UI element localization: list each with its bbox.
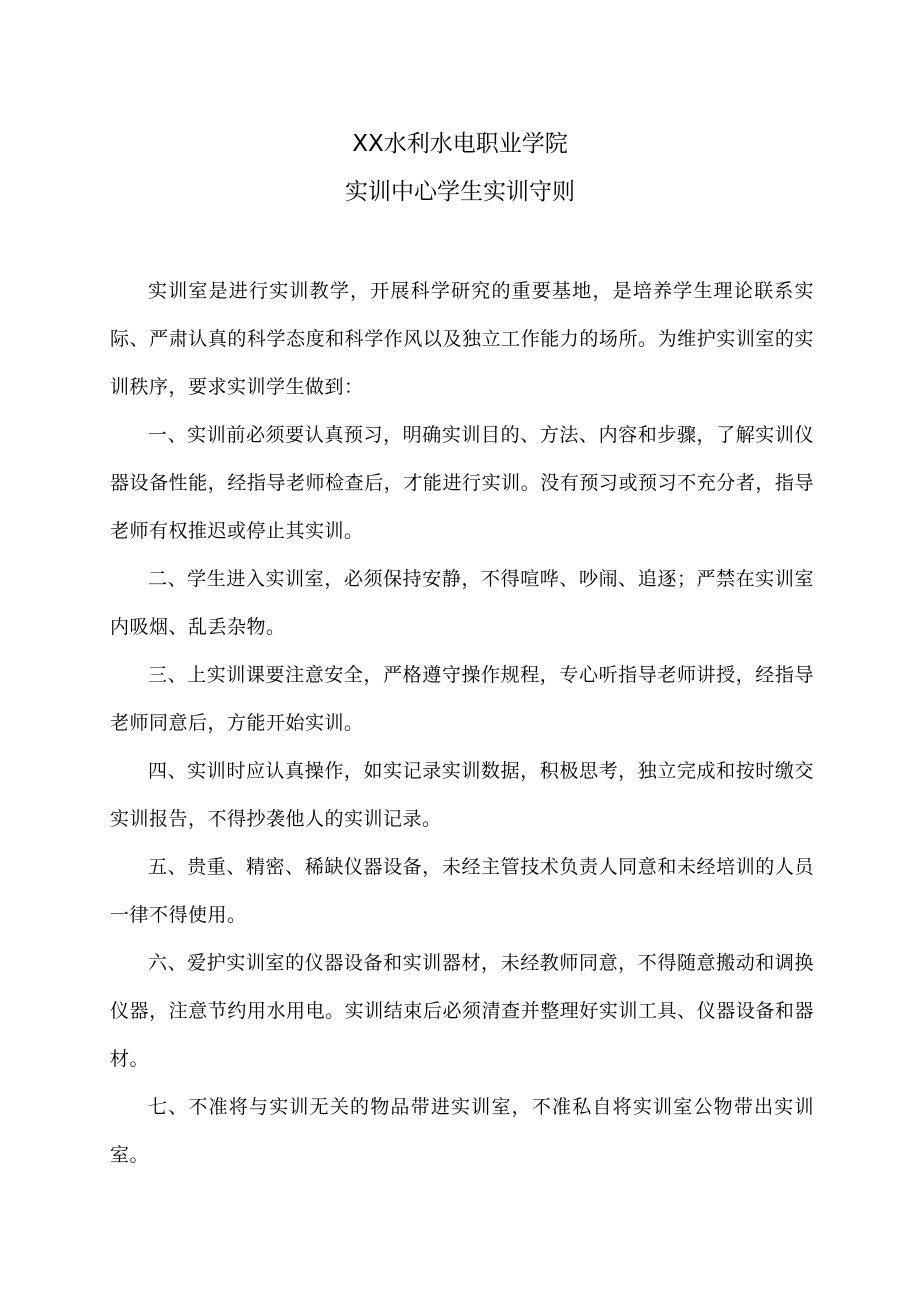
- rule-paragraph-7: 七、不准将与实训无关的物品带进实训室，不准私自将实训室公物带出实训室。: [110, 1096, 814, 1166]
- rule-paragraph-5: 五、贵重、精密、稀缺仪器设备，未经主管技术负责人同意和未经培训的人员一律不得使用。: [110, 856, 814, 926]
- intro-paragraph: 实训室是进行实训教学，开展科学研究的重要基地，是培养学生理论联系实际、严肃认真的科学态度和科学作风以及独立工作能力的场所。为维护实训室的实训秩序，要求实训学生做到：: [110, 280, 814, 398]
- rule-paragraph-2: 二、学生进入实训室，必须保持安静，不得喧哗、吵闹、追逐；严禁在实训室内吸烟、乱丢杂物。: [110, 568, 814, 638]
- rule-paragraph-1: 一、实训前必须要认真预习，明确实训目的、方法、内容和步骤，了解实训仪器设备性能，经指导老师检查后，才能进行实训。没有预习或预习不充分者，指导老师有权推迟或停止其实训。: [110, 424, 814, 542]
- rule-paragraph-6: 六、爱护实训室的仪器设备和实训器材，未经教师同意，不得随意搬动和调换仪器，注意节约用水用电。实训结束后必须清查并整理好实训工具、仪器设备和器材。: [110, 952, 814, 1070]
- rule-paragraph-3: 三、上实训课要注意安全，严格遵守操作规程，专心听指导老师讲授，经指导老师同意后，方能开始实训。: [110, 664, 814, 734]
- document-title-institution: XX水利水电职业学院: [352, 131, 568, 157]
- document-body: [110, 267, 814, 1179]
- rule-paragraph-4: 四、实训时应认真操作，如实记录实训数据，积极思考，独立完成和按时缴交实训报告，不得抄袭他人的实训记录。: [110, 760, 814, 830]
- document-title-rules: 实训中心学生实训守则: [345, 179, 575, 205]
